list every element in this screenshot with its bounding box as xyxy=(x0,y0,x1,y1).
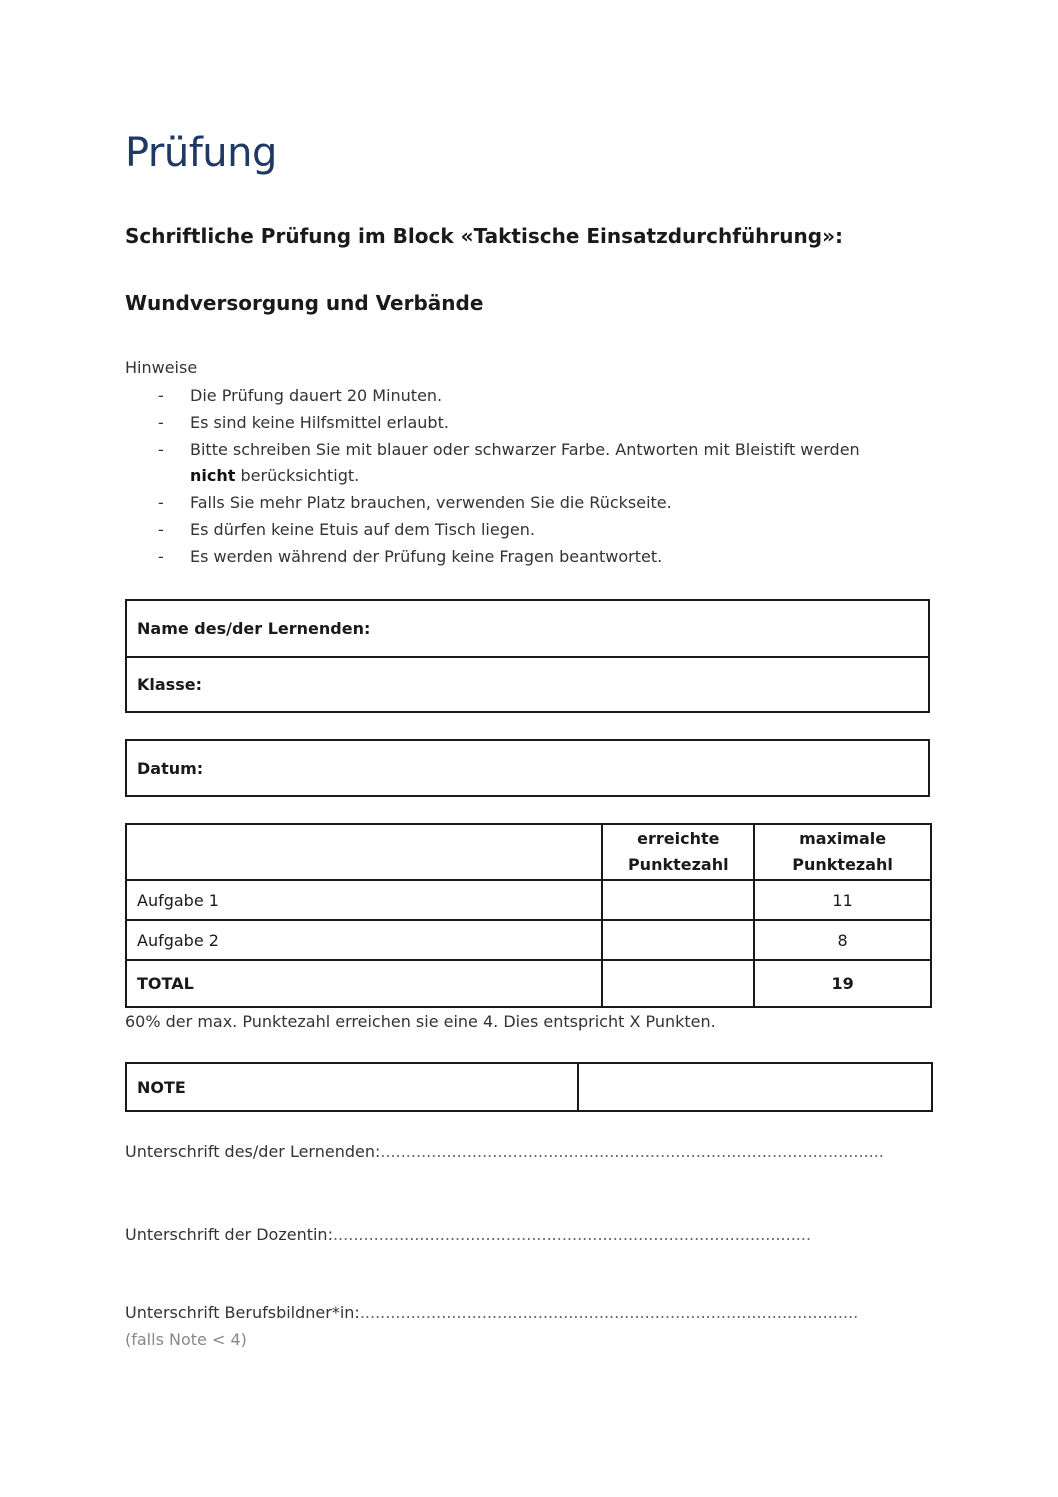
student-info-box xyxy=(125,599,930,713)
hint-item: - Die Prüfung dauert 20 Minuten. xyxy=(158,386,443,405)
hints-list xyxy=(125,383,925,571)
max-points-cell: 8 xyxy=(754,920,931,960)
class-field[interactable]: Klasse: xyxy=(127,656,928,711)
hint-item: - Es werden während der Prüfung keine Fragen beantwortet. xyxy=(158,546,663,566)
reached-points-cell[interactable] xyxy=(602,880,754,920)
student-name-field[interactable]: Name des/der Lernenden: xyxy=(137,619,371,638)
header-reached: erreichte Punktezahl xyxy=(602,824,754,880)
total-max-cell: 19 xyxy=(754,960,931,1007)
hint-item: - Falls Sie mehr Platz brauchen, verwenden Sie die Rückseite. xyxy=(158,493,672,513)
table-row xyxy=(126,920,931,960)
trainer-signature-condition: (falls Note < 4) xyxy=(125,1330,247,1349)
hint-item: - Es sind keine Hilfsmittel erlaubt. xyxy=(158,412,449,432)
score-table-header xyxy=(126,824,931,880)
reached-points-cell[interactable] xyxy=(602,920,754,960)
total-label: TOTAL xyxy=(126,960,602,1007)
max-points-cell: 11 xyxy=(754,880,931,920)
trainer-signature-line[interactable]: Unterschrift Berufsbildner*in:.................................................................................................. xyxy=(125,1303,859,1322)
teacher-signature-line[interactable]: Unterschrift der Dozentin:.............................................................................................. xyxy=(125,1225,812,1244)
table-row xyxy=(126,880,931,920)
hints-heading: Hinweise xyxy=(125,358,198,377)
total-row xyxy=(126,960,931,1007)
date-field[interactable]: Datum: xyxy=(137,759,204,778)
task-label: Aufgabe 2 xyxy=(126,920,602,960)
hint-item: - Bitte schreiben Sie mit blauer oder schwarzer Farbe. Antworten mit Bleistift werden nicht berücksichtigt. xyxy=(158,439,860,486)
score-table xyxy=(125,823,932,1008)
header-empty xyxy=(126,824,602,880)
date-box xyxy=(125,739,930,797)
hint-item: - Es dürfen keine Etuis auf dem Tisch liegen. xyxy=(158,519,535,539)
grade-value-cell[interactable] xyxy=(578,1063,932,1111)
exam-topic: Wundversorgung und Verbände xyxy=(125,291,484,315)
task-label: Aufgabe 1 xyxy=(126,880,602,920)
student-signature-line[interactable]: Unterschrift des/der Lernenden:................................................................................................... xyxy=(125,1142,884,1161)
total-reached-cell[interactable] xyxy=(602,960,754,1007)
threshold-note: 60% der max. Punktezahl erreichen sie eine 4. Dies entspricht X Punkten. xyxy=(125,1012,716,1031)
page-title: Prüfung xyxy=(125,130,277,176)
hint-emphasis: nicht xyxy=(190,466,236,486)
exam-subtitle: Schriftliche Prüfung im Block «Taktische Einsatzdurchführung»: xyxy=(125,224,843,248)
grade-label: NOTE xyxy=(126,1063,578,1111)
grade-table xyxy=(125,1062,933,1112)
header-max: maximale Punktezahl xyxy=(754,824,931,880)
